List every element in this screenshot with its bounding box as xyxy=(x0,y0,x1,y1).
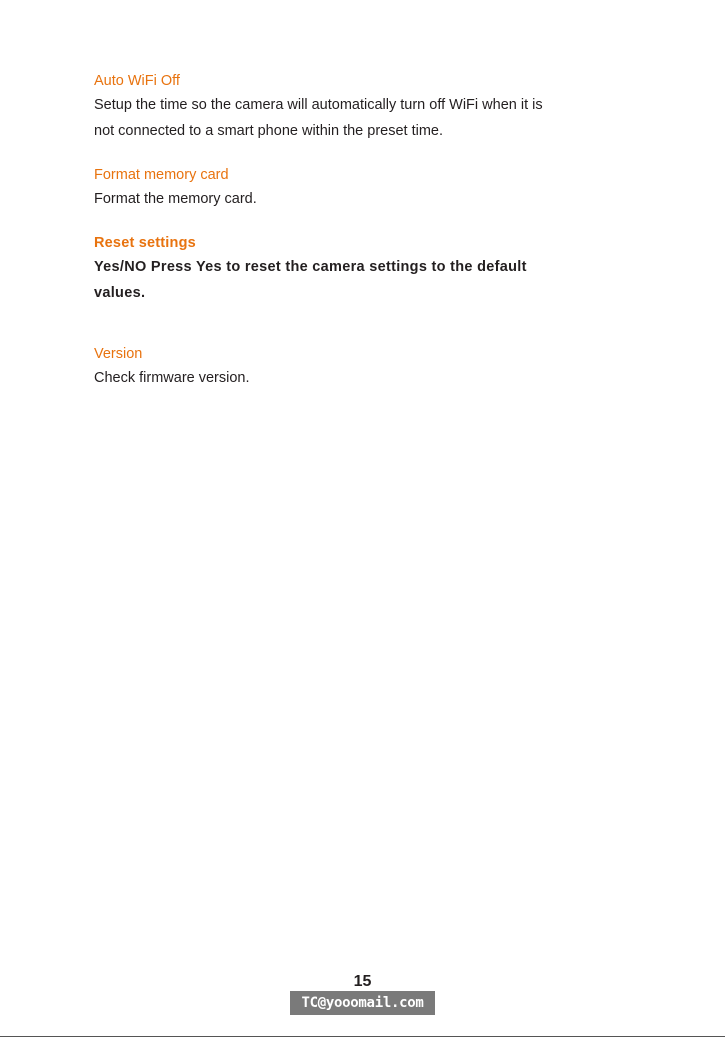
watermark-email: TC@yooomail.com xyxy=(290,991,435,1015)
section-heading: Auto WiFi Off xyxy=(94,73,180,89)
page-number: 15 xyxy=(353,973,372,990)
section-heading: Reset settings xyxy=(94,235,196,251)
section-auto-wifi-off xyxy=(94,70,654,144)
bottom-divider xyxy=(0,1036,725,1037)
section-reset-settings xyxy=(94,232,654,306)
section-heading: Format memory card xyxy=(94,167,229,183)
page-content xyxy=(94,70,654,391)
section-text-line: Format the memory card. xyxy=(94,191,257,207)
section-format-memory-card xyxy=(94,164,654,212)
section-text-line: not connected to a smart phone within the preset time. xyxy=(94,123,444,139)
section-text-line: Check firmware version. xyxy=(94,370,250,386)
section-text-line: Setup the time so the camera will automatically turn off WiFi when it is xyxy=(94,97,543,113)
section-version xyxy=(94,343,654,391)
section-text-line: Yes/NO Press Yes to reset the camera settings to the default xyxy=(94,259,527,275)
section-heading: Version xyxy=(94,346,143,362)
section-text-line: values. xyxy=(94,285,146,301)
